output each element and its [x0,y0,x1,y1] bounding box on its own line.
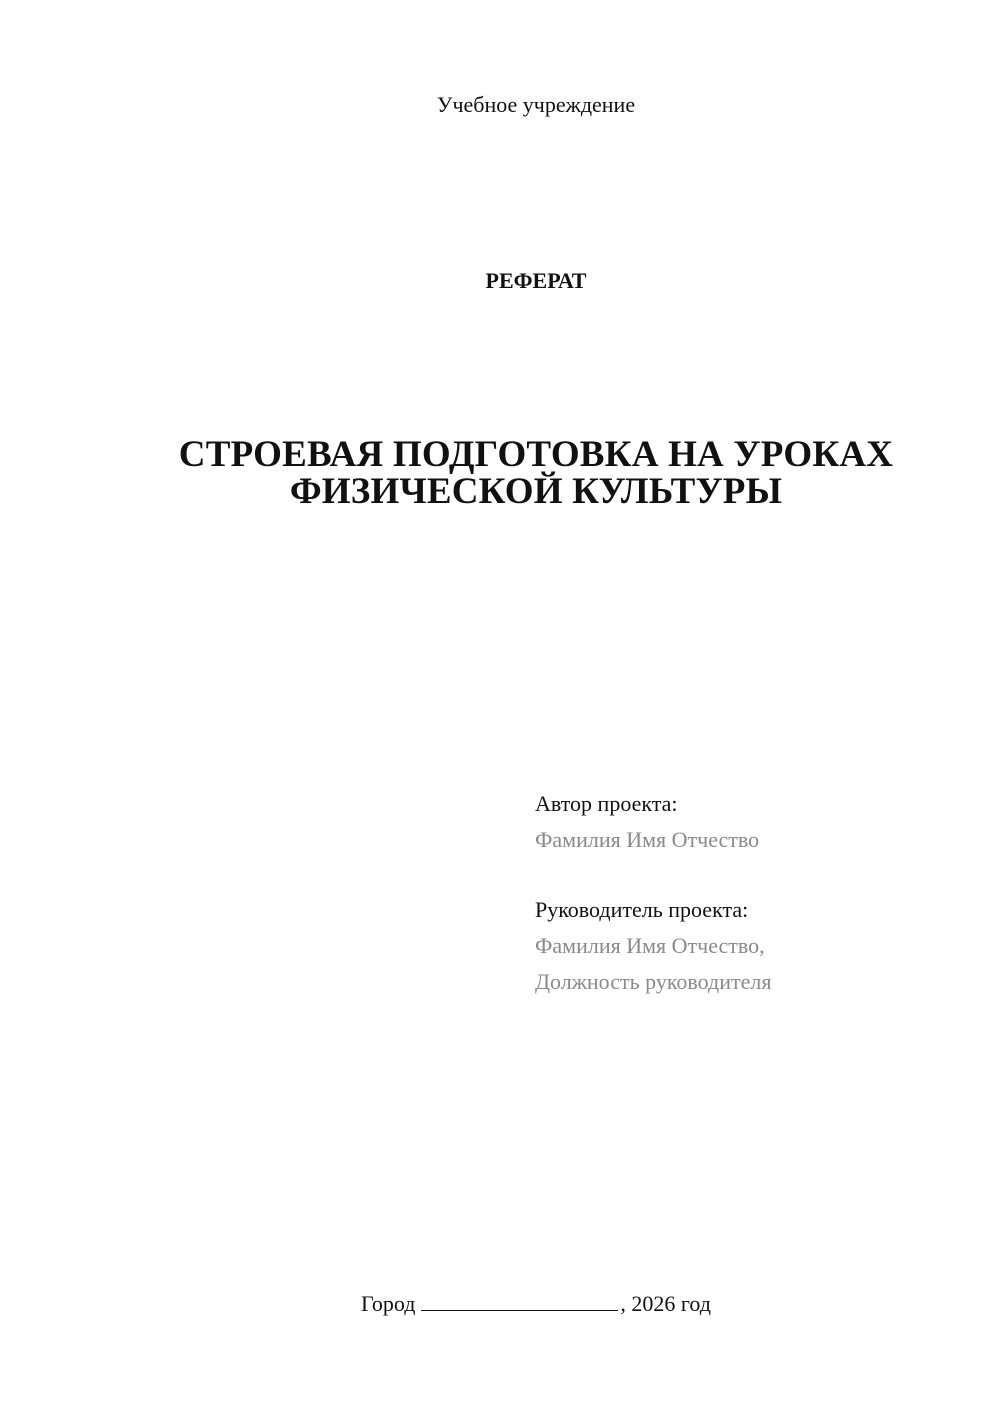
author-name-placeholder: Фамилия Имя Отчество [535,827,760,852]
city-blank-underline [421,1290,618,1311]
institution-name: Учебное учреждение [436,92,636,117]
document-type-heading: РЕФЕРАТ [485,268,587,293]
supervisor-block [535,892,771,1000]
city-year-line [0,1290,1000,1318]
supervisor-name-placeholder: Фамилия Имя Отчество, [535,933,765,958]
supervisor-position-placeholder: Должность руководителя [535,969,772,994]
document-title-line-2: ФИЗИЧЕСКОЙ КУЛЬТУРЫ [289,471,783,512]
document-title [120,436,952,510]
author-block [535,786,759,858]
document-title-line-1: СТРОЕВАЯ ПОДГОТОВКА НА УРОКАХ [178,434,894,475]
author-label: Автор проекта: [535,791,678,816]
city-label: Город [361,1291,416,1316]
supervisor-label: Руководитель проекта: [535,897,749,922]
year-text: , 2026 год [620,1291,711,1316]
